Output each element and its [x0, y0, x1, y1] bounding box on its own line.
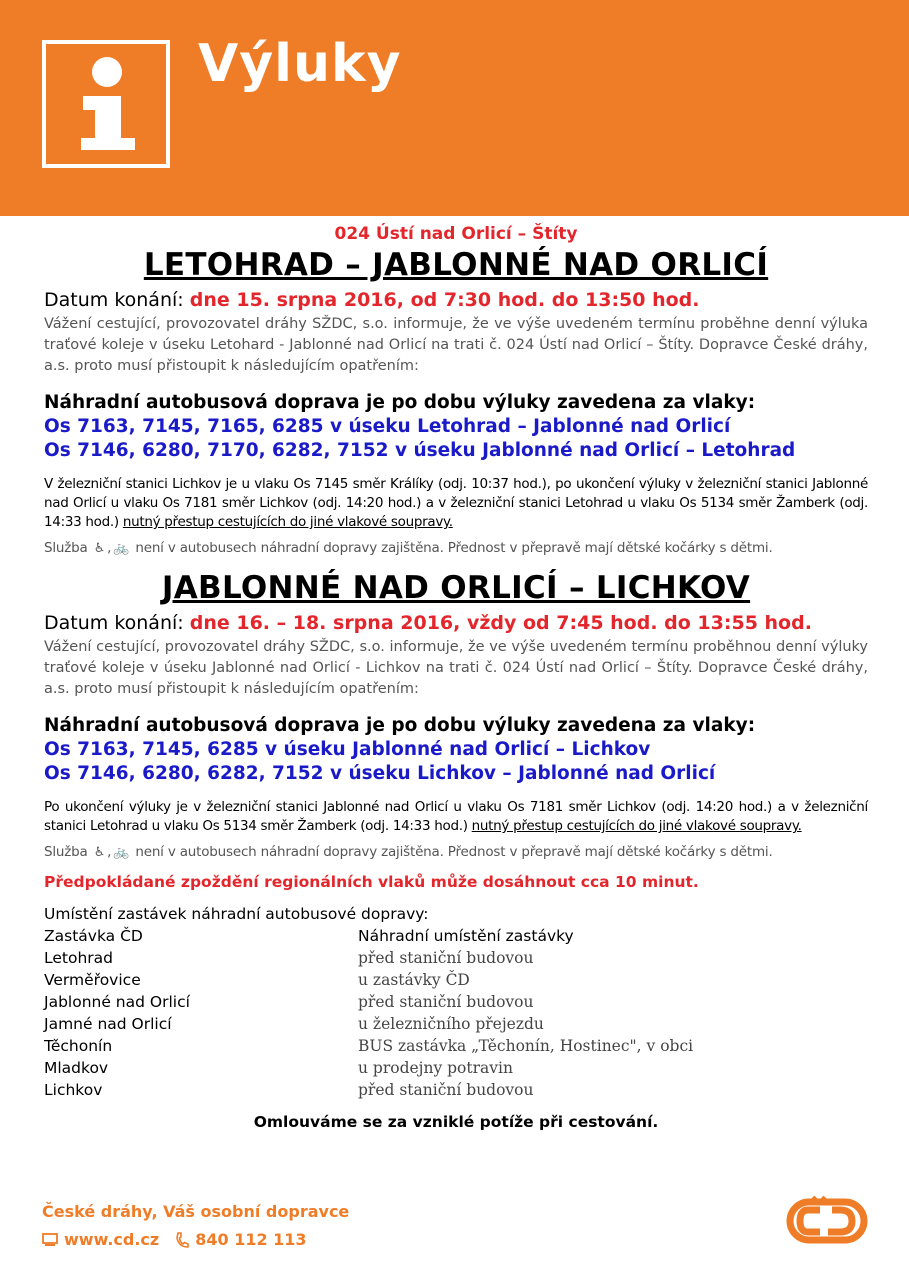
- transfer-note: [44, 475, 868, 532]
- date-label: Datum konání:: [44, 612, 190, 634]
- route-label: 024 Ústí nad Orlicí – Štíty: [334, 224, 578, 244]
- stop-name: Mladkov: [44, 1059, 109, 1077]
- table-row: [44, 947, 693, 969]
- stop-name: Jablonné nad Orlicí: [44, 993, 190, 1011]
- service-prefix: Služba: [44, 844, 88, 860]
- table-row: [44, 969, 693, 991]
- stops-table: [44, 925, 693, 1101]
- wheelchair-icon: ♿: [93, 845, 106, 860]
- stop-location: před staniční budovou: [358, 993, 534, 1011]
- stop-location: před staniční budovou: [358, 949, 534, 967]
- header-banner: [0, 0, 909, 216]
- date-label: Datum konání:: [44, 289, 190, 311]
- service-note: Služba ♿ , 🚲 není v autobusech náhradní dopravy zajištěna. Přednost v přepravě mají dětské kočárky s dětmi.: [44, 844, 773, 860]
- section-letohrad-jablonne: [44, 246, 868, 559]
- date-line: [44, 288, 868, 312]
- date-value: dne 15. srpna 2016, od 7:30 hod. do 13:50 hod.: [189, 289, 700, 311]
- table-row: [44, 1035, 693, 1057]
- transfer-underlined: nutný přestup cestujících do jiné vlakové soupravy.: [471, 818, 802, 834]
- computer-icon: [42, 1233, 58, 1247]
- intro-text: Vážení cestující, provozovatel dráhy SŽDC, s.o. informuje, že ve výše uvedeném termínu proběhnou denní výluky traťové koleje v úseku Jablonné nad Orlicí - Lichkov na trati č. 024 Ústí nad Orlicí – Štíty. Dopravce České dráhy, a.s. proto musí přistoupit k následujícím opatřením:: [44, 639, 868, 697]
- stops-table-header: [44, 925, 693, 947]
- notice-content: [44, 224, 868, 1131]
- bicycle-icon: 🚲: [113, 845, 130, 860]
- stop-location: u prodejny potravin: [358, 1059, 513, 1077]
- stop-name: Letohrad: [44, 949, 113, 967]
- stop-location: před staniční budovou: [358, 1081, 534, 1099]
- table-row: [44, 1057, 693, 1079]
- section-jablonne-lichkov: [44, 569, 868, 863]
- column-header-location: Náhradní umístění zastávky: [358, 927, 574, 945]
- table-row: [44, 1013, 693, 1035]
- train-line: Os 7146, 6280, 7170, 6282, 7152 v úseku Jablonné nad Orlicí – Letohrad: [44, 440, 796, 461]
- transfer-text: V železniční stanici Lichkov je u vlaku Os 7145 směr Králíky (odj. 10:37 hod.), po ukončení výluky v železniční stanici Jablonné nad Orlicí u vlaku Os 7181 směr Lichkov (odj. 14:20 hod.) a v železniční stanici Letohrad u vlaku Os 5134 směr Žamberk (odj. 14:33 hod.): [44, 476, 868, 530]
- section-title: JABLONNÉ NAD ORLICÍ – LICHKOV: [161, 570, 751, 606]
- transfer-underlined: nutný přestup cestujících do jiné vlakové soupravy.: [122, 514, 453, 530]
- transfer-text: Po ukončení výluky je v železniční stanici Jablonné nad Orlicí u vlaku Os 7181 směr Lichkov (odj. 14:20 hod.) a v železniční stanici Letohrad u vlaku Os 5134 směr Žamberk (odj. 14:33 hod.): [44, 799, 868, 834]
- stop-name: Těchonín: [44, 1037, 113, 1055]
- web-link[interactable]: www.cd.cz: [64, 1230, 160, 1249]
- column-header-stop: Zastávka ČD: [44, 927, 143, 945]
- stop-name: Verměřovice: [44, 971, 141, 989]
- info-icon: [42, 40, 170, 168]
- service-text: není v autobusech náhradní dopravy zajištěna. Přednost v přepravě mají dětské kočárky s dětmi.: [135, 844, 773, 860]
- bus-heading: Náhradní autobusová doprava je po dobu výluky zavedena za vlaky:: [44, 392, 756, 413]
- stop-name: Lichkov: [44, 1081, 103, 1099]
- stop-location: BUS zastávka „Těchonín, Hostinec", v obci: [358, 1037, 694, 1055]
- bus-heading: Náhradní autobusová doprava je po dobu výluky zavedena za vlaky:: [44, 715, 756, 736]
- footer-brand: České dráhy, Váš osobní dopravce: [42, 1202, 350, 1221]
- train-line: Os 7146, 6280, 6282, 7152 v úseku Lichkov – Jablonné nad Orlicí: [44, 763, 716, 784]
- bicycle-icon: 🚲: [113, 541, 130, 556]
- train-line: Os 7163, 7145, 7165, 6285 v úseku Letohrad – Jablonné nad Orlicí: [44, 416, 731, 437]
- intro-text: Vážení cestující, provozovatel dráhy SŽDC, s.o. informuje, že ve výše uvedeném termínu proběhne denní výluka traťové koleje v úseku Letohard - Jablonné nad Orlicí na trati č. 024 Ústí nad Orlicí – Štíty. Dopravce České dráhy, a.s. proto musí přistoupit k následujícím opatřením:: [44, 316, 868, 374]
- wheelchair-icon: ♿: [93, 541, 106, 556]
- page-title: Výluky: [198, 34, 402, 94]
- stop-location: u železničního přejezdu: [358, 1015, 544, 1033]
- service-note: Služba ♿ , 🚲 není v autobusech náhradní dopravy zajištěna. Přednost v přepravě mají dětské kočárky s dětmi.: [44, 540, 773, 556]
- section-title: LETOHRAD – JABLONNÉ NAD ORLICÍ: [143, 247, 769, 283]
- train-line: Os 7163, 7145, 6285 v úseku Jablonné nad Orlicí – Lichkov: [44, 739, 651, 760]
- footer-contacts: [42, 1230, 307, 1249]
- service-text: není v autobusech náhradní dopravy zajištěna. Přednost v přepravě mají dětské kočárky s dětmi.: [135, 540, 773, 556]
- date-value: dne 16. – 18. srpna 2016, vždy od 7:45 hod. do 13:55 hod.: [189, 612, 812, 634]
- delay-notice: Předpokládané zpoždění regionálních vlaků může dosáhnout cca 10 minut.: [44, 873, 699, 891]
- transfer-note: [44, 798, 868, 836]
- table-row: [44, 991, 693, 1013]
- stops-heading: Umístění zastávek náhradní autobusové dopravy:: [44, 905, 429, 923]
- stop-location: u zastávky ČD: [358, 971, 470, 989]
- phone-number[interactable]: 840 112 113: [195, 1230, 307, 1249]
- stop-name: Jamné nad Orlicí: [44, 1015, 172, 1033]
- service-prefix: Služba: [44, 540, 88, 556]
- table-row: [44, 1079, 693, 1101]
- apology-text: Omlouváme se za vzniklé potíže při cestování.: [253, 1113, 659, 1131]
- date-line: [44, 611, 868, 635]
- cd-logo: [786, 1192, 868, 1248]
- phone-icon: [175, 1232, 189, 1248]
